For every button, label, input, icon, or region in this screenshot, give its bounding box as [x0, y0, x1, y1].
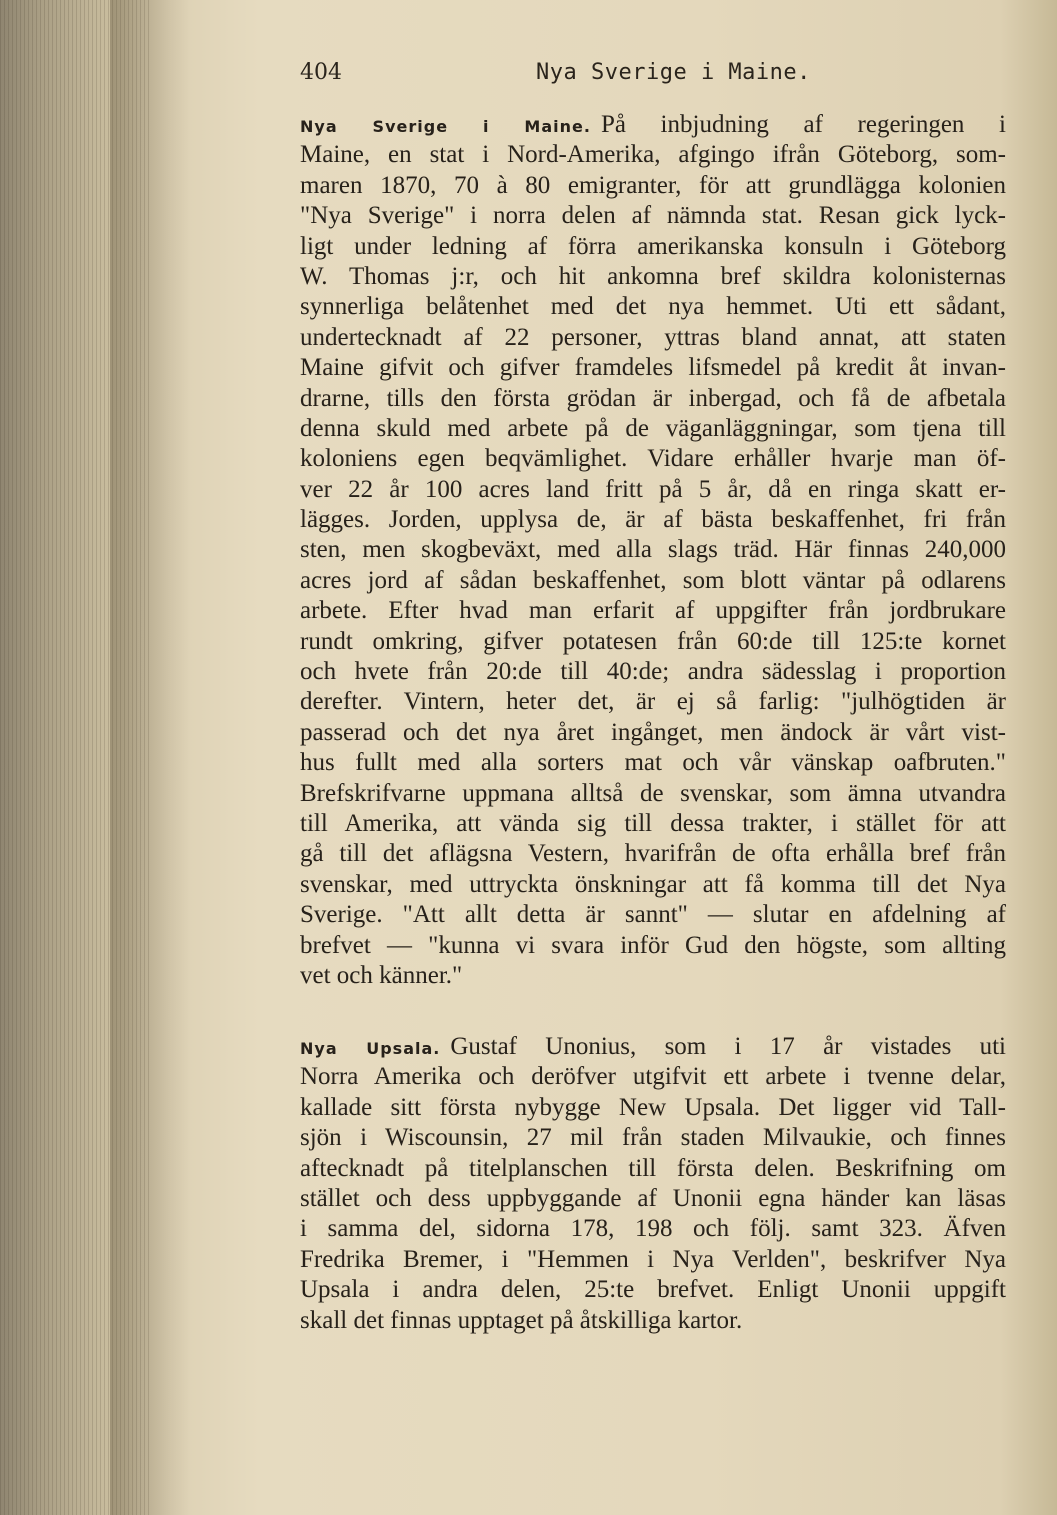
text-line: ver 22 år 100 acres land fritt på 5 år, då en ringa skatt er- [300, 475, 1006, 503]
text-line: hus fullt med alla sorters mat och vår vänskap oafbruten." [300, 749, 1006, 777]
text-line: i samma del, sidorna 178, 198 och följ. samt 323. Äfven [300, 1215, 1006, 1243]
text-line: kallade sitt första nybygge New Upsala. Det ligger vid Tall- [300, 1093, 1006, 1121]
text-line: Maine, en stat i Nord-Amerika, afgingo ifrån Göteborg, som- [300, 141, 1006, 169]
text-line: synnerliga belåtenhet med det nya hemmet. Uti ett sådant, [300, 293, 1006, 321]
text-line: vet och känner." [300, 961, 463, 989]
text-line: Maine gifvit och gifver framdeles lifsmedel på kredit åt invan- [300, 354, 1006, 382]
running-head: Nya Sverige i Maine. [536, 60, 811, 85]
text-line: passerad och det nya året ingånget, men ändock är vårt vist- [300, 718, 1006, 746]
text-line: stället och dess uppbyggande af Unonii egna händer kan läsas [300, 1184, 1006, 1212]
section-nya-upsala [300, 1032, 1006, 1336]
text-line: svenskar, med uttryckta önskningar att få komma till det Nya [300, 870, 1006, 898]
text-line: Upsala i andra delen, 25:te brefvet. Enligt Unonii uppgift [300, 1276, 1006, 1304]
text-line: acres jord af sådan beskaffenhet, som blott väntar på odlarens [300, 566, 1006, 594]
text-line: Brefskrifvarne uppmana alltså de svenskar, som ämna utvandra [300, 779, 1006, 807]
text-line: undertecknadt af 22 personer, yttras bland annat, att staten [300, 323, 1006, 351]
text-line: ligt under ledning af förra amerikanska konsuln i Göteborg [300, 232, 1006, 260]
section-heading: Nya Sverige i Maine. [300, 117, 591, 136]
text-line: gå till det aflägsna Vestern, hvarifrån de ofta erhålla bref från [300, 840, 1006, 868]
text-line: och hvete från 20:de till 40:de; andra sädesslag i proportion [300, 658, 1006, 686]
text-line: derefter. Vintern, heter det, är ej så farlig: "julhögtiden är [300, 688, 1006, 716]
text-line: Fredrika Bremer, i "Hemmen i Nya Verlden", beskrifver Nya [300, 1245, 1006, 1273]
text-line: drarne, tills den första grödan är inbergad, och få de afbetala [300, 384, 1006, 412]
page-number: 404 [300, 60, 342, 85]
text-line: till Amerika, att vända sig till dessa trakter, i stället för att [300, 809, 1006, 837]
text-line: W. Thomas j:r, och hit ankomna bref skildra kolonisternas [300, 262, 1006, 290]
text-line: sten, men skogbeväxt, med alla slags träd. Här finnas 240,000 [300, 536, 1006, 564]
text-line: Nya Upsala. Gustaf Unonius, som i 17 år vistades uti [300, 1033, 1007, 1060]
text-line: skall det finnas upptaget på åtskilliga kartor. [300, 1306, 743, 1334]
section-nya-sverige [300, 110, 1006, 991]
page-header [300, 60, 1005, 96]
text-line: maren 1870, 70 à 80 emigranter, för att grundlägga kolonien [300, 171, 1006, 199]
text-line: Norra Amerika och deröfver utgifvit ett arbete i tvenne delar, [300, 1063, 1006, 1091]
gutter-shadow [110, 0, 190, 1515]
text-line: sjön i Wiscounsin, 27 mil från staden Milvaukie, och finnes [300, 1124, 1006, 1152]
text-line: "Nya Sverige" i norra delen af nämnda stat. Resan gick lyck- [300, 202, 1006, 230]
text-line: arbete. Efter hvad man erfarit af uppgifter från jordbrukare [300, 597, 1006, 625]
text-line: brefvet — "kunna vi svara inför Gud den högste, som allting [300, 931, 1006, 959]
text-line: aftecknadt på titelplanschen till första delen. Beskrifning om [300, 1154, 1006, 1182]
text-line: koloniens egen beqvämlighet. Vidare erhåller hvarje man öf- [300, 445, 1006, 473]
text-line: Nya Sverige i Maine. På inbjudning af regeringen i [300, 111, 1007, 138]
text-line: denna skuld med arbete på de väganläggningar, som tjena till [300, 414, 1006, 442]
section-heading: Nya Upsala. [300, 1039, 441, 1058]
text-line: rundt omkring, gifver potatesen från 60:de till 125:te kornet [300, 627, 1006, 655]
text-line: lägges. Jorden, upplysa de, är af bästa beskaffenhet, fri från [300, 506, 1006, 534]
text-line: Sverige. "Att allt detta är sannt" — slutar en afdelning af [300, 901, 1006, 929]
